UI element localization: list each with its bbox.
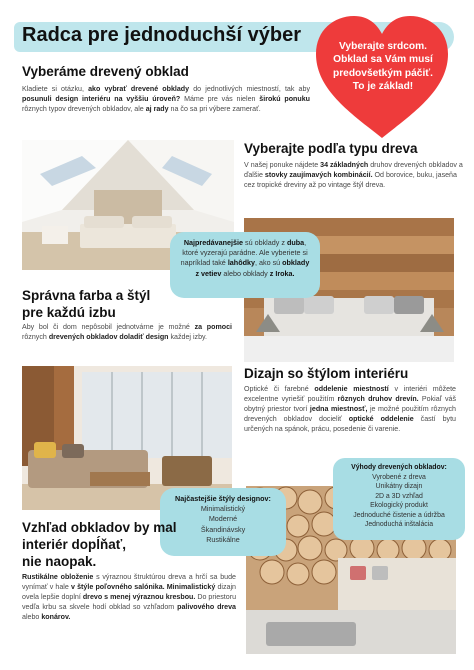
- section-heading: Vyberajte podľa typu dreva: [244, 141, 418, 156]
- benefit-item: Jednoduchá inštalácia: [364, 521, 434, 529]
- styles-bubble: [160, 488, 286, 556]
- section-heading: Vzhľad obkladov by mal interiér dopĺňať, nie naopak.: [22, 520, 177, 569]
- heart-line: Vyberajte srdcom.: [339, 41, 427, 52]
- benefit-item: Jednoduché čistenie a údržba: [353, 511, 445, 519]
- benefit-item: Unikátny dizajn: [375, 483, 423, 491]
- section-text: Optické či farebné oddelenie miestností v interiéri môžete excelentne vyriešiť použitím rôznych druhov drevín. Pokiaľ váš obytný priestor tvorí jedna miestnosť, je možné použitím rôznych drevených obkladov docieliť optické oddelenie častí bytu určených na spánok, prácu, posedenie či varenie.: [244, 385, 457, 434]
- styles-title: Najčastejšie štýly designov:: [175, 494, 271, 503]
- section-heading: Správna farba a štýl pre každú izbu: [22, 288, 151, 320]
- style-item: Moderné: [208, 514, 238, 524]
- benefit-item: Ekologický produkt: [370, 502, 428, 510]
- heart-line: predovšetkým páčiť.: [332, 67, 433, 79]
- style-item: Minimalistický: [200, 504, 246, 514]
- benefit-item: Vyrobené z dreva: [372, 473, 426, 481]
- benefits-bubble: [333, 458, 465, 540]
- section-text: V našej ponuke nájdete 34 základných druhov drevených obkladov a ďalšie stovky zaujímavých kombinácií. Od borovice, buku, jaseňa cez tropické dreviny až po vintage štýl dreva.: [244, 161, 463, 190]
- section-heading: Vyberáme drevený obklad: [22, 64, 189, 79]
- section-text: Rustikálne obloženie s výraznou štruktúrou dreva a hrčí sa bude vynímať v hale v štýle poľovného salónika. Minimalistický dizajn ovela lepšie doplní drevo s menej výraznou kresbou. Do priestoru vedľa krbu sa skvele hodí obklad so vzhľadom palivového dreva alebo konárov.: [22, 573, 237, 622]
- page-title: Radca pre jednoduchší výber: [22, 24, 301, 46]
- heart-line: To je základ!: [352, 81, 414, 93]
- section-heading: Dizajn so štýlom interiéru: [244, 366, 409, 381]
- heart-message: [328, 40, 438, 94]
- benefit-item: 2D a 3D vzhľad: [375, 492, 423, 500]
- heart-line: Obklad sa Vám musí: [333, 54, 433, 66]
- style-item: Rustikálne: [206, 534, 240, 544]
- style-item: Škandinávsky: [200, 524, 246, 534]
- section-text: Aby bol či dom nepôsobil jednotvárne je možné za pomoci rôznych drevených obkladov doladiť design každej izby.: [22, 323, 233, 342]
- oak-info-bubble: Najpredávanejšie sú obklady z duba, ktoré vyzerajú parádne. Ale vyberiete si napríklad také lahôdky, ako sú obklady z vetiev alebo obklady z Iroka.: [170, 232, 320, 298]
- section-text: Kladiete si otázku, ako vybrať drevené obklady do jednotlivých miestností, tak aby posunuli design interiéru na vyššiu úroveň? Máme pre vás nielen širokú ponuku rôznych typov drevených obkladov, ale aj rady na čo sa pri výbere zamerať.: [22, 85, 310, 114]
- benefits-title: Výhody drevených obkladov:: [351, 464, 447, 471]
